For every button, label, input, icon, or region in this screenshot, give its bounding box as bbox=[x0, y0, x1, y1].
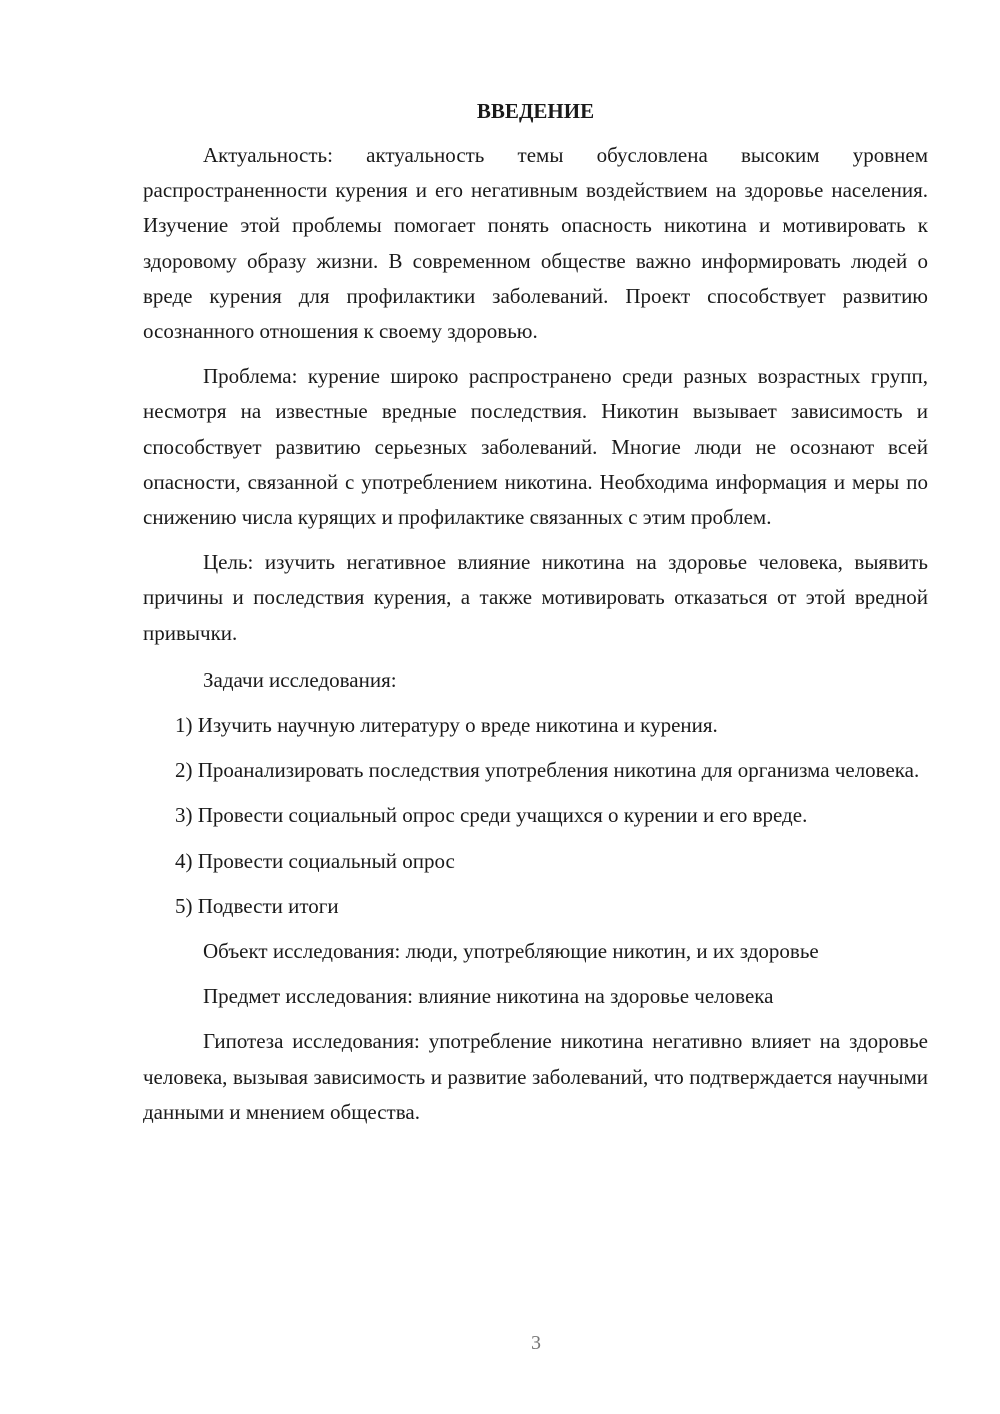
page-number: 3 bbox=[531, 1332, 541, 1354]
paragraph-hypothesis: Гипотеза исследования: употребление никотина негативно влияет на здоровье человека, вызывая зависимость и развитие заболеваний, что подтверждается научными данными и мнением общества. bbox=[143, 1029, 928, 1124]
paragraph-object: Объект исследования: люди, употребляющие никотин, и их здоровье bbox=[203, 939, 819, 964]
paragraph-problem: Проблема: курение широко распространено среди разных возрастных групп, несмотря на известные вредные последствия. Никотин вызывает зависимость и способствует развитию серьезных заболеваний. Многие люди не осознают всей опасности, связанной с употреблением никотина. Необходима информация и меры по снижению числа курящих и профилактике связанных с этим проблем. bbox=[143, 364, 928, 530]
task-item-5: 5) Подвести итоги bbox=[175, 893, 339, 918]
task-item-3: 3) Провести социальный опрос среди учащихся о курении и его вреде. bbox=[175, 803, 808, 828]
section-title: ВВЕДЕНИЕ bbox=[476, 99, 595, 123]
document-page bbox=[143, 95, 928, 1130]
task-item-4: 4) Провести социальный опрос bbox=[175, 848, 455, 873]
tasks-heading: Задачи исследования: bbox=[203, 667, 397, 692]
task-item-2: 2) Проанализировать последствия употребления никотина для организма человека. bbox=[175, 758, 920, 783]
paragraph-relevance: Актуальность: актуальность темы обусловлена высоким уровнем распространенности курения и его негативным воздействием на здоровье населения. Изучение этой проблемы помогает понять опасность никотина и мотивировать к здоровому образу жизни. В современном обществе важно информировать людей о вреде курения для профилактики заболеваний. Проект способствует развитию осознанного отношения к своему здоровью. bbox=[143, 143, 928, 344]
task-item-1: 1) Изучить научную литературу о вреде никотина и курения. bbox=[175, 713, 718, 738]
paragraph-goal: Цель: изучить негативное влияние никотина на здоровье человека, выявить причины и последствия курения, а также мотивировать отказаться от этой вредной привычки. bbox=[143, 550, 928, 645]
paragraph-subject: Предмет исследования: влияние никотина на здоровье человека bbox=[203, 984, 774, 1009]
